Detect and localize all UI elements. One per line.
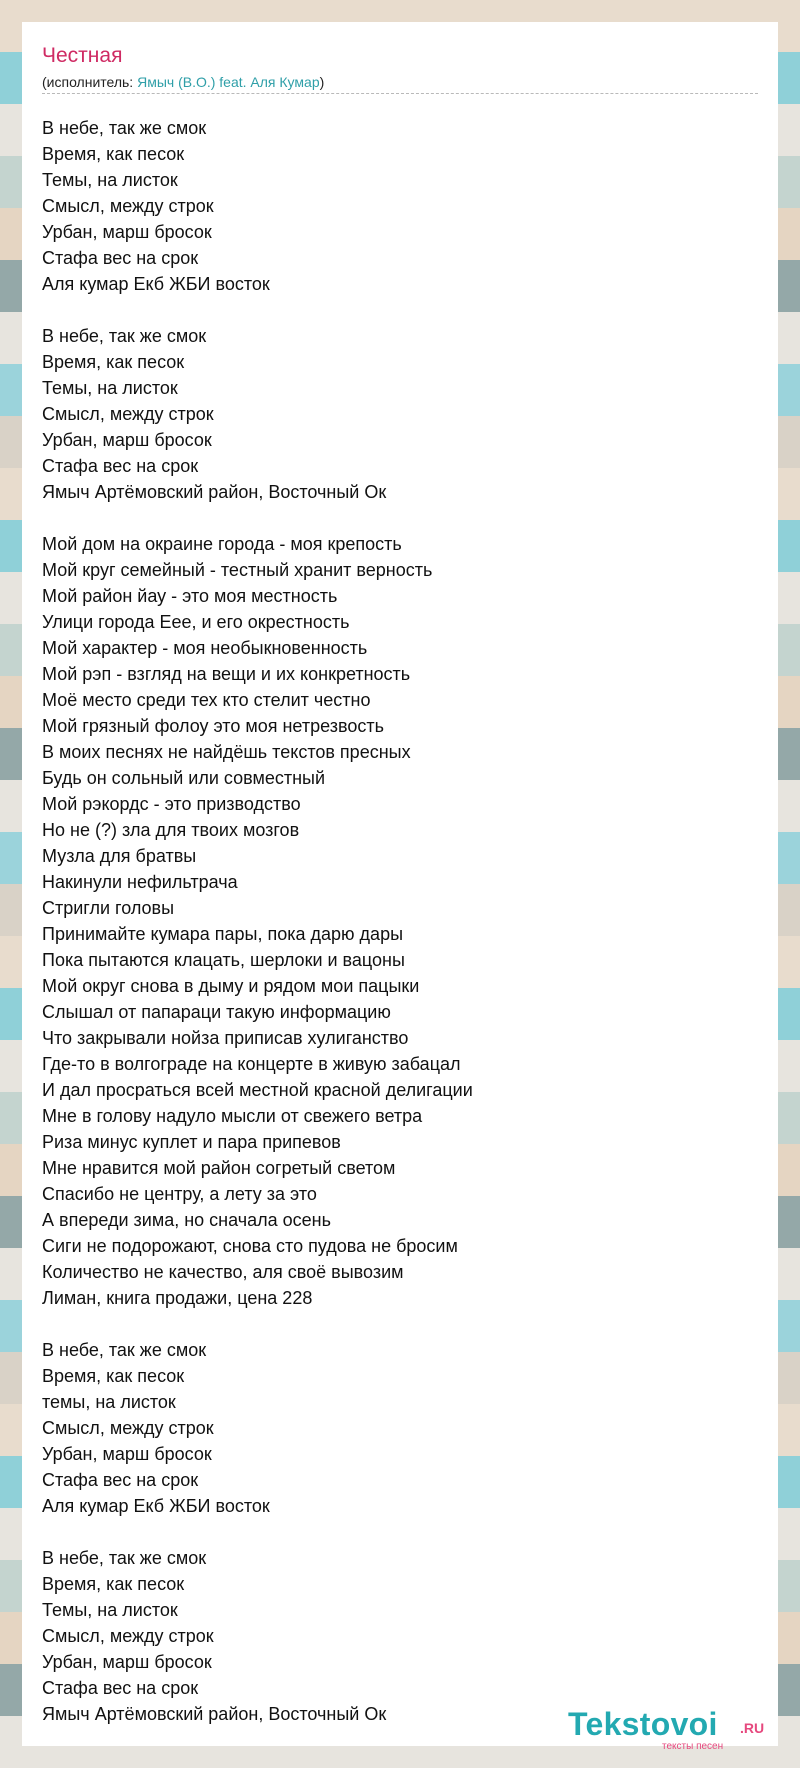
artist-byline: [42, 74, 324, 90]
lyric-line: Урбан, марш бросок: [42, 222, 212, 242]
lyric-line: Мой рэкордс - это призводство: [42, 794, 301, 814]
logo-tagline: тексты песен: [662, 1741, 724, 1752]
lyric-line: Стафа вес на срок: [42, 248, 199, 268]
lyric-line: Время, как песок: [42, 1366, 185, 1386]
lyric-line: Накинули нефильтрача: [42, 872, 238, 892]
lyric-line: Время, как песок: [42, 352, 185, 372]
lyric-line: Смысл, между строк: [42, 1418, 214, 1438]
lyric-line: Но не (?) зла для твоих мозгов: [42, 820, 300, 840]
lyric-line: Урбан, марш бросок: [42, 430, 212, 450]
lyric-line: Аля кумар Екб ЖБИ восток: [42, 274, 270, 294]
lyric-line: Лиман, книга продажи, цена 228: [42, 1288, 313, 1308]
lyric-line: В небе, так же смок: [42, 1548, 207, 1568]
stanza-gap: [42, 1311, 762, 1337]
lyric-line: Ямыч Артёмовский район, Восточный Ок: [42, 482, 387, 502]
lyric-line: В небе, так же смок: [42, 118, 207, 138]
lyric-line: Мой характер - моя необыкновенность: [42, 638, 368, 658]
lyric-line: Смысл, между строк: [42, 1626, 214, 1646]
lyric-line: Урбан, марш бросок: [42, 1652, 212, 1672]
lyric-line: Время, как песок: [42, 144, 185, 164]
stanza-gap: [42, 297, 762, 323]
lyric-line: И дал просраться всей местной красной делигации: [42, 1080, 473, 1100]
lyric-line: Пока пытаются клацать, шерлоки и вацоны: [42, 950, 405, 970]
lyric-line: Мне в голову надуло мысли от свежего ветра: [42, 1106, 423, 1126]
logo-wordmark: Tekstovoi: [568, 1706, 718, 1742]
lyric-line: Смысл, между строк: [42, 404, 214, 424]
byline-prefix: (исполнитель:: [42, 74, 138, 90]
lyric-line: А впереди зима, но сначала осень: [42, 1210, 331, 1230]
lyric-line: Слышал от папараци такую информацию: [42, 1002, 391, 1022]
song-title: Честная: [42, 44, 123, 67]
artist-link[interactable]: Ямыч (В.О.) feat. Аля Кумар: [137, 74, 320, 90]
lyric-line: В небе, так же смок: [42, 326, 207, 346]
byline-suffix: ): [319, 74, 325, 90]
lyric-line: Стафа вес на срок: [42, 1678, 199, 1698]
lyric-line: Риза минус куплет и пара припевов: [42, 1132, 341, 1152]
lyric-line: Мой грязный фолоу это моя нетрезвость: [42, 716, 384, 736]
lyric-line: Где-то в волгограде на концерте в живую забацал: [42, 1054, 461, 1074]
stanza-gap: [42, 505, 762, 531]
lyric-line: темы, на листок: [42, 1392, 176, 1412]
stanza-gap: [42, 1519, 762, 1545]
lyric-line: Стафа вес на срок: [42, 1470, 199, 1490]
lyric-line: Стригли головы: [42, 898, 175, 918]
lyric-line: В моих песнях не найдёшь текстов пресных: [42, 742, 411, 762]
lyric-line: В небе, так же смок: [42, 1340, 207, 1360]
title-divider: [42, 93, 758, 94]
site-logo[interactable]: [568, 1706, 768, 1752]
lyric-line: Музла для братвы: [42, 846, 197, 866]
logo-tld: .RU: [740, 1720, 765, 1736]
lyric-line: Темы, на листок: [42, 170, 178, 190]
lyric-line: Мне нравится мой район согретый светом: [42, 1158, 396, 1178]
lyric-line: Будь он сольный или совместный: [42, 768, 326, 788]
lyric-line: Мой округ снова в дыму и рядом мои пацыки: [42, 976, 420, 996]
lyric-line: Что закрывали нойза приписав хулиганство: [42, 1028, 409, 1048]
lyrics-card: [22, 22, 778, 1752]
lyric-line: Мой круг семейный - тестный хранит верность: [42, 560, 433, 580]
lyric-line: Количество не качество, аля своё вывозим: [42, 1262, 404, 1282]
lyric-line: Мой район йау - это моя местность: [42, 586, 338, 606]
lyric-line: Темы, на листок: [42, 1600, 178, 1620]
lyric-line: Моё место среди тех кто стелит честно: [42, 690, 371, 710]
lyric-line: Стафа вес на срок: [42, 456, 199, 476]
lyric-line: Смысл, между строк: [42, 196, 214, 216]
lyric-line: Аля кумар Екб ЖБИ восток: [42, 1496, 270, 1516]
lyric-line: Спасибо не центру, а лету за это: [42, 1184, 317, 1204]
lyric-line: Урбан, марш бросок: [42, 1444, 212, 1464]
lyric-line: Мой дом на окраине города - моя крепость: [42, 534, 402, 554]
lyric-line: Улици города Еее, и его окрестность: [42, 612, 350, 632]
lyric-line: Темы, на листок: [42, 378, 178, 398]
lyric-line: Ямыч Артёмовский район, Восточный Ок: [42, 1704, 387, 1724]
lyrics-text: [42, 115, 762, 1727]
lyric-line: Мой рэп - взгляд на вещи и их конкретность: [42, 664, 411, 684]
lyric-line: Время, как песок: [42, 1574, 185, 1594]
lyric-line: Сиги не подорожают, снова сто пудова не бросим: [42, 1236, 458, 1256]
lyric-line: Принимайте кумара пары, пока дарю дары: [42, 924, 404, 944]
